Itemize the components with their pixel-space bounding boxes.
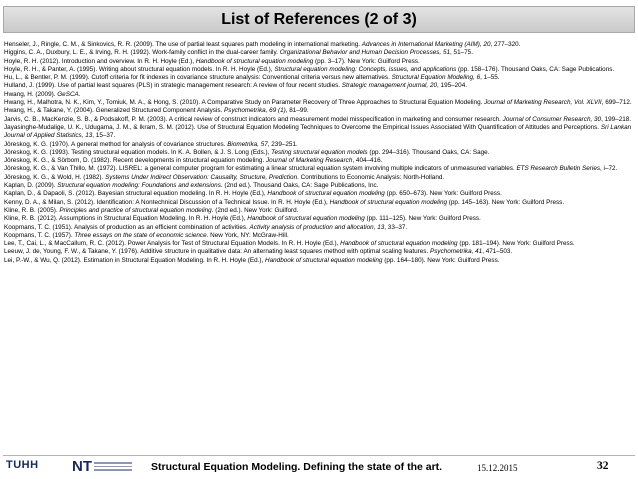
reference-segment: Kline, R. B. (2005). [4, 206, 60, 214]
reference-segment: , 1–55. [480, 74, 500, 82]
reference-segment: . (2nd ed.). New York: Guilford. [211, 206, 299, 214]
reference-italic-segment: Testing structural equation models [271, 148, 368, 156]
reference-segment: Kline, R. B. (2012). Assumptions in Structural Equation Modeling. In R. H. Hoyle (Ed.), [4, 215, 248, 223]
reference-italic-segment: Structural Equation Modeling, 6 [391, 74, 481, 82]
reference-segment: Jöreskog, K. G. (1993). Testing structural equation models. In K. A. Bollen, & J. S. Long (Eds.), [4, 148, 272, 156]
reference-italic-segment: Structural equation modeling: Concepts, issues, and applications [274, 65, 457, 73]
reference-italic-segment: Journal of Marketing Research, Vol. XLVII [484, 99, 602, 107]
reference-segment: Kaplan, D., & Dapaoli, S. (2012). Bayesian structural equation modeling. In R. H. Hoyle (Ed.), [4, 190, 268, 198]
reference-segment: (pp. 181–194). New York: Guilford Press. [457, 240, 575, 248]
reference-entry [4, 232, 634, 240]
reference-italic-segment: Sri Lankan Journal of Applied Statistics, 13 [4, 123, 632, 140]
reference-entry [4, 240, 634, 248]
reference-segment: Jarvis, C. B., MacKenzie, S. B., & Podsakoff, P. M. (2003). A critical review of construct indicators and measurement model misspecification in marketing and consumer research. [4, 115, 503, 123]
reference-entry [4, 224, 634, 232]
reference-segment: , i–72. [600, 165, 618, 173]
reference-segment: (pp. 158–176). Thousand Oaks, CA: Sage Publications. [456, 65, 615, 73]
reference-segment: Leeuw, J. de, Young, F. W., & Takane, Y. (1976). Additive structure in qualitative data: An alternating least squares method with optimal scaling features. [4, 248, 430, 256]
reference-italic-segment: Psychometrika, 69 (1) [224, 107, 286, 115]
reference-italic-segment: Psychometrika, 41 [430, 248, 483, 256]
reference-segment: Hoyle, R. H., & Panter, A. (1995). Writing about structural equation models. In R. H. Hoyle (Ed.), [4, 65, 275, 73]
reference-entry [4, 116, 634, 124]
reference-italic-segment: Organizational Behavior and Human Decision Processes, 51 [279, 49, 451, 57]
reference-italic-segment: Handbook of structural equation modeling [265, 256, 383, 264]
reference-entry [4, 199, 634, 207]
reference-segment: (pp. 294–316). Thousand Oaks, CA: Sage. [367, 148, 490, 156]
nt-logo [72, 458, 134, 476]
reference-italic-segment: Handbook of structural equation modeling [329, 198, 448, 206]
nt-logo-lines [94, 462, 132, 473]
reference-segment: , 277–320. [490, 41, 521, 48]
reference-entry [4, 41, 634, 49]
reference-italic-segment: Journal of Marketing Research [266, 157, 353, 165]
reference-segment: Hwang, H., & Takane, Y. (2004). Generalized Structured Component Analysis. [4, 107, 225, 115]
reference-segment: , 699–712. [601, 99, 632, 107]
reference-entry [4, 99, 634, 107]
reference-segment: , 15–37. [92, 132, 116, 140]
reference-segment: Jöreskog, K. G., & Wold, H. (1982). [4, 173, 106, 181]
footer-date: 15.12.2015 [477, 463, 518, 473]
reference-entry [4, 215, 634, 223]
reference-entry [4, 74, 634, 82]
reference-italic-segment: Three essays on the state of economic science [74, 231, 207, 239]
footer [0, 455, 638, 479]
reference-segment: Lei, P.-W., & Wu, Q. (2012). Estimation in Structural Equation Modeling. In R. H. Hoyle (Ed.), [4, 256, 266, 264]
nt-logo-text: NT [72, 458, 92, 475]
reference-entry [4, 141, 634, 149]
reference-segment: , 199–218. [601, 115, 632, 123]
reference-segment: (2nd ed.). Thousand Oaks, CA: Sage Publications, Inc. [222, 182, 379, 190]
reference-segment: Hulland, J. (1999). Use of partial least squares (PLS) in strategic management research: A review of four recent studies. [4, 82, 342, 90]
reference-entry [4, 157, 634, 165]
reference-italic-segment: Structural equation modeling: Foundations and extensions. [57, 182, 223, 190]
reference-segment: Hu, L., & Bentler, P. M. (1999). Cutoff criteria for fit indexes in covariance structure analysis: Conventional criteria versus new alternatives. [4, 74, 392, 82]
reference-italic-segment: Handbook of structural equation modeling [247, 215, 365, 223]
reference-italic-segment: Principles and practice of structural equation modeling [59, 206, 212, 214]
page-number: 32 [597, 460, 609, 472]
reference-segment: Hoyle, R. H. (2012). Introduction and overview. In R. H. Hoyle (Ed.), [4, 57, 196, 65]
reference-segment: , 33–37. [384, 223, 408, 231]
reference-segment: , 81–99. [285, 107, 309, 115]
reference-italic-segment: Advances in International Marketing (AIM), 20 [361, 41, 491, 48]
reference-segment: Jayasinghe-Mudalige, U. K., Udugama, J. M., & Ikram, S. M. (2012). Use of Structural Equation Modeling Techniques to Overcome the Empirical Issues Associated With Quantification of Attitudes and Perceptions. [4, 123, 601, 131]
reference-entry [4, 182, 634, 190]
reference-entry [4, 207, 634, 215]
reference-italic-segment: GeSCA [57, 90, 79, 98]
reference-segment: Jöreskog, K. G., & Van Thillo, M. (1972). LISREL: a general computer program for estimating a linear structural equation system involving multiple indicators of unmeasured variables. [4, 165, 517, 173]
reference-list [4, 41, 634, 450]
reference-entry [4, 49, 634, 57]
reference-segment: Jöreskog, K. G., & Sörbom, D. (1982). Recent developments in structural equation modeling. [4, 157, 266, 165]
reference-entry [4, 91, 634, 99]
reference-italic-segment: Handbook of structural equation modeling [195, 57, 314, 65]
reference-segment: Lee, T., Cai, L., & MacCallum, R. C. (2012). Power Analysis for Test of Structural Equation Models. In R. H. Hoyle (Ed.), [4, 240, 341, 248]
reference-entry [4, 165, 634, 173]
reference-segment: , 195–204. [437, 82, 467, 90]
reference-segment: Kaplan, D. (2009). [4, 182, 58, 190]
title-bar [3, 6, 635, 33]
reference-entry [4, 66, 634, 74]
reference-segment: Henseler, J., Ringle, C. M., & Sinkovics, R. R. (2009). The use of partial least squares path modeling in international marketing. [4, 41, 362, 48]
reference-segment: , 51–75. [450, 49, 473, 57]
reference-entry [4, 190, 634, 198]
footer-divider [3, 455, 635, 456]
reference-segment: Hwang, H., Malhotra, N. K., Kim, Y., Tomiuk, M. A., & Hong, S. (2010). A Comparative Study on Parameter Recovery of Three Approaches to Structural Equation Modeling. [4, 99, 485, 107]
reference-segment: (pp. 111–125). New York: Guilford Press. [364, 215, 481, 223]
reference-italic-segment: Strategic management journal, 20 [341, 82, 438, 90]
reference-italic-segment: ETS Research Bulletin Series [516, 165, 601, 173]
reference-entry [4, 107, 634, 115]
reference-segment: Koopmans, T. C. (1951). Analysis of production as an efficient combination of activities. [4, 223, 250, 231]
reference-segment: , 239–251. [267, 140, 298, 148]
reference-entry [4, 174, 634, 182]
reference-segment: (pp. 3–17). New York: Guilford Press. [313, 57, 420, 65]
footer-title: Structural Equation Modeling. Defining the state of the art. [151, 461, 443, 473]
reference-segment: Jöreskog, K. G. (1970). A general method for analysis of covariance structures. [4, 140, 228, 148]
reference-segment: (pp. 164–180). New York: Guilford Press. [382, 256, 500, 264]
reference-italic-segment: Biometrika, 57 [227, 140, 268, 148]
slide-title: List of References (2 of 3) [221, 10, 417, 28]
reference-entry [4, 248, 634, 256]
reference-entry [4, 82, 634, 90]
reference-entry [4, 149, 634, 157]
reference-italic-segment: Handbook of structural equation modeling [267, 190, 385, 198]
reference-entry [4, 58, 634, 66]
reference-italic-segment: Activity analysis of production and allocation, 13 [249, 223, 385, 231]
tuhh-logo: TUHH [6, 459, 39, 471]
reference-italic-segment: Journal of Consumer Research, 30 [502, 115, 602, 123]
reference-italic-segment: Systems Under Indirect Observation: Causality, Structure, Prediction [105, 173, 298, 181]
reference-segment: . [78, 90, 81, 98]
reference-italic-segment: Handbook of structural equation modeling [340, 240, 458, 248]
reference-segment: Koopmans, T. C. (1957). [4, 231, 75, 239]
reference-segment: . Contributions to Economic Analysis: North-Holland. [297, 173, 445, 181]
reference-segment: Higgins, C. A., Duxbury, L. E., & Irving, R. H. (1992). Work-family conflict in the dual-career family. [4, 49, 280, 57]
reference-entry [4, 257, 634, 265]
reference-segment: (pp. 650–673). New York: Guilford Press. [384, 190, 502, 198]
reference-segment: . New York, NY: McGraw-Hill. [206, 231, 289, 239]
reference-segment: Hwang, H. (2009). [4, 90, 58, 98]
reference-entry [4, 124, 634, 141]
reference-segment: Kenny, D. A., & Milan, S. (2012). Identification: A Nontechnical Discussion of a Technical Issue. In R. H. Hoyle (Ed.), [4, 198, 330, 206]
reference-segment: (pp. 145–163). New York: Guilford Press. [447, 198, 565, 206]
reference-segment: , 404–416. [352, 157, 383, 165]
reference-segment: , 471–503. [482, 248, 513, 256]
